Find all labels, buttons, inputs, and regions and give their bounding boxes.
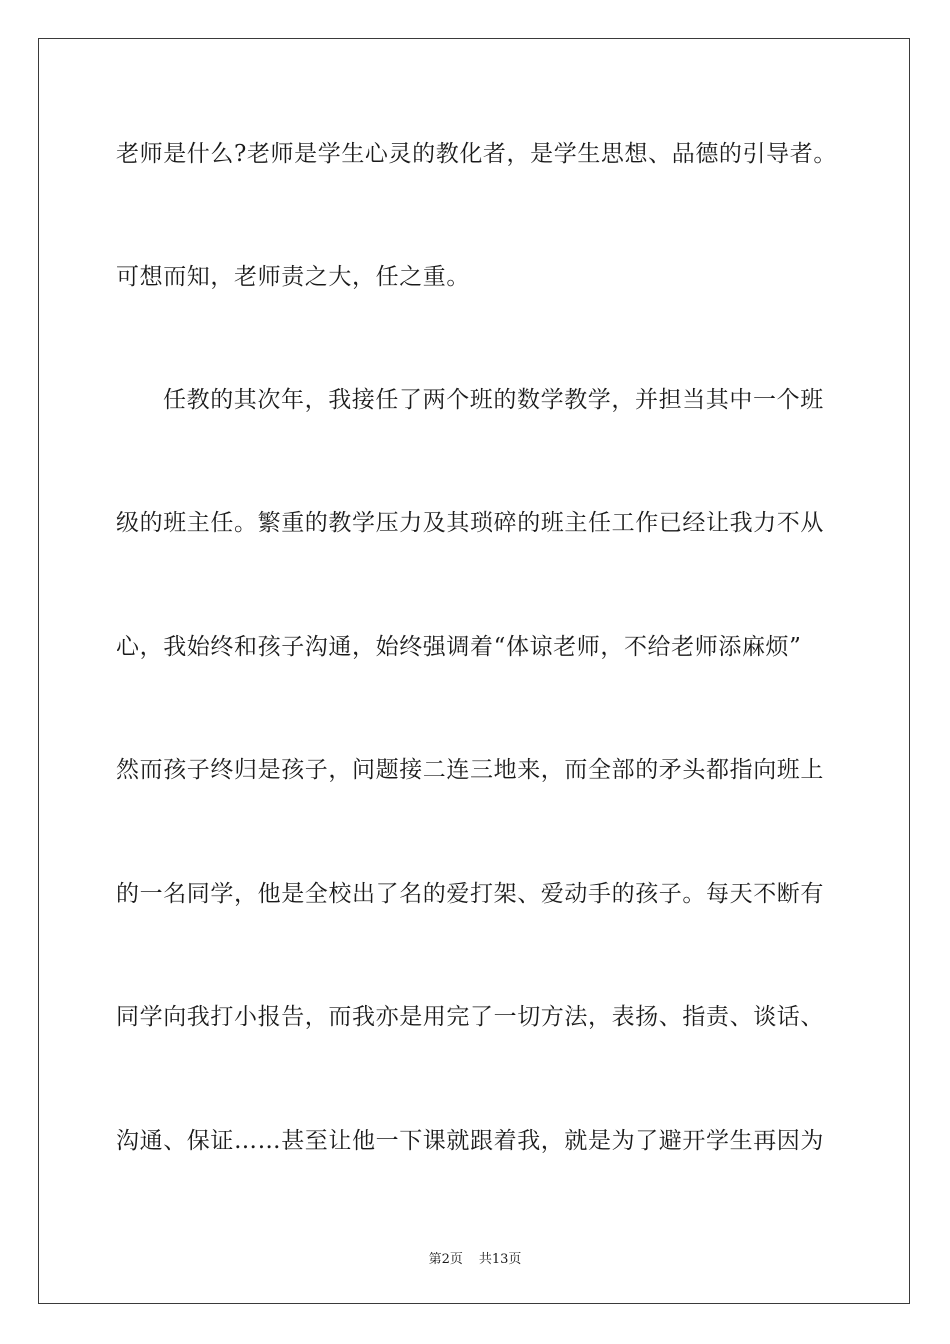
paragraph-line: 老师是什么?老师是学生心灵的教化者，是学生思想、品德的引导者。 <box>116 141 837 167</box>
paragraph-line: 沟通、保证……甚至让他一下课就跟着我，就是为了避开学生再因为 <box>116 1128 824 1154</box>
paragraph-line: 同学向我打小报告，而我亦是用完了一切方法，表扬、指责、谈话、 <box>116 1004 824 1030</box>
paragraph-line: 任教的其次年，我接任了两个班的数学教学，并担当其中一个班 <box>163 387 824 413</box>
paragraph-line: 级的班主任。繁重的教学压力及其琐碎的班主任工作已经让我力不从 <box>116 510 824 536</box>
page-footer <box>0 1248 950 1267</box>
paragraph-line: 的一名同学，他是全校出了名的爱打架、爱动手的孩子。每天不断有 <box>116 881 824 907</box>
page-border <box>38 38 910 1304</box>
page-total: 共13页 <box>478 1252 522 1267</box>
page-number: 第2页 <box>428 1252 463 1267</box>
paragraph-line: 可想而知，老师责之大，任之重。 <box>116 264 470 290</box>
paragraph-line: 心，我始终和孩子沟通，始终强调着“体谅老师，不给老师添麻烦” <box>116 634 802 660</box>
paragraph-line: 然而孩子终归是孩子，问题接二连三地来，而全部的矛头都指向班上 <box>116 757 824 783</box>
